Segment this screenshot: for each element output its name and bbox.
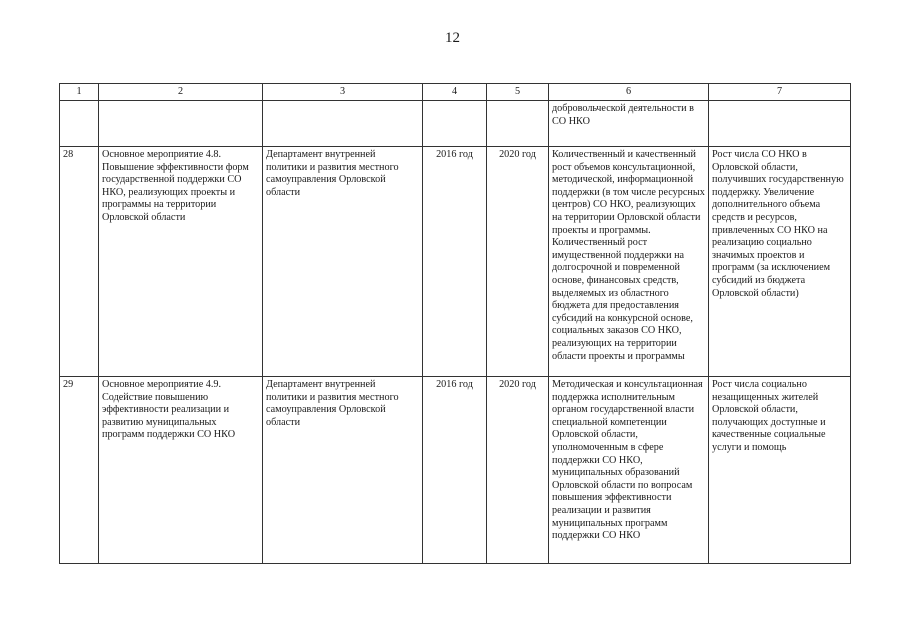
table-row — [60, 147, 851, 377]
cell-start — [423, 101, 487, 147]
cell-num: 28 — [60, 147, 99, 377]
cell-result: добровольческой деятельности в СО НКО — [549, 101, 709, 147]
cell-end: 2020 год — [487, 377, 549, 564]
cell-measure: Основное мероприятие 4.8. Повышение эффективности форм государственной поддержки СО НКО, реализующих проекты и программы на территории Орловской области — [99, 147, 263, 377]
cell-measure — [99, 101, 263, 147]
cell-start: 2016 год — [423, 147, 487, 377]
cell-num — [60, 101, 99, 147]
cell-executor — [263, 101, 423, 147]
column-number: 7 — [709, 84, 851, 101]
cell-end: 2020 год — [487, 147, 549, 377]
cell-result: Методическая и консультационная поддержка исполнительным органом государственной власти специальной компетенции Орловской области, уполномоченным в сфере поддержки СО НКО, муниципальных образований Орловской области по вопросам повышения эффективности реализации и развития муниципальных программ поддержки СО НКО — [549, 377, 709, 564]
column-number: 4 — [423, 84, 487, 101]
column-number-row — [60, 84, 851, 101]
measures-table — [59, 83, 851, 564]
column-number: 6 — [549, 84, 709, 101]
cell-start: 2016 год — [423, 377, 487, 564]
cell-end — [487, 101, 549, 147]
page-number: 12 — [445, 30, 460, 46]
table-row — [60, 377, 851, 564]
column-number: 3 — [263, 84, 423, 101]
cell-indicator: Рост числа социально незащищенных жителей Орловской области, получающих доступные и качественные социальные услуги и помощь — [709, 377, 851, 564]
cell-num: 29 — [60, 377, 99, 564]
cell-indicator — [709, 101, 851, 147]
cell-indicator: Рост числа СО НКО в Орловской области, получивших государственную поддержку. Увеличение дополнительного объема средств и ресурсов, привлеченных СО НКО на реализацию социально значимых проектов и программ (за исключением субсидий из бюджета Орловской области) — [709, 147, 851, 377]
cell-result: Количественный и качественный рост объемов консультационной, методической, информационной поддержки (в том числе ресурсных центров) СО НКО, реализующих на территории Орловской области проекты и программы. Количественный рост имущественной поддержки на долгосрочной и повременной основе, финансовых средств, выделяемых из областного бюджета для предоставления субсидий на конкурсной основе, социальных заказов СО НКО, реализующих на территории области проекты и программы — [549, 147, 709, 377]
column-number: 5 — [487, 84, 549, 101]
cell-executor: Департамент внутренней политики и развития местного самоуправления Орловской области — [263, 377, 423, 564]
cell-measure: Основное мероприятие 4.9. Содействие повышению эффективности реализации и развитию муниципальных программ поддержки СО НКО — [99, 377, 263, 564]
continuation-row — [60, 101, 851, 147]
cell-executor: Департамент внутренней политики и развития местного самоуправления Орловской области — [263, 147, 423, 377]
column-number: 1 — [60, 84, 99, 101]
column-number: 2 — [99, 84, 263, 101]
